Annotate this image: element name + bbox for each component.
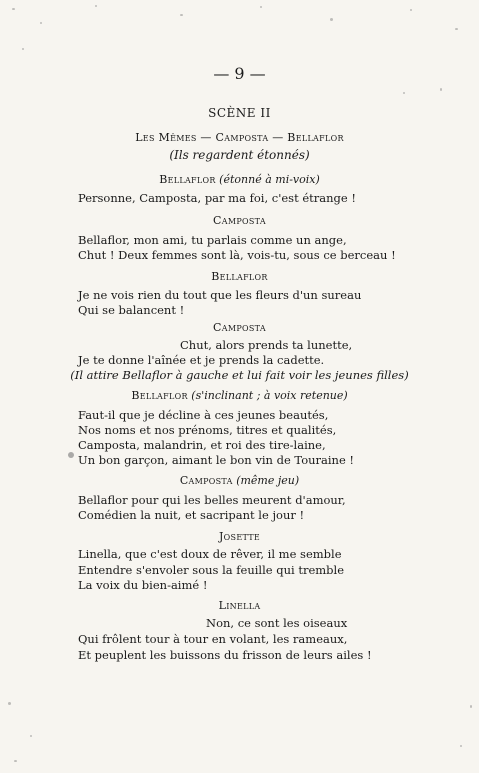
speaker-name: Bellaflor bbox=[159, 173, 216, 186]
speaker-name: Bellaflor bbox=[211, 270, 268, 283]
speaker-heading bbox=[0, 389, 479, 402]
speaker-name: Camposta bbox=[213, 214, 266, 227]
verse-line: Entendre s'envoler sous la feuille qui tremble bbox=[78, 563, 345, 577]
verse-line: Camposta, malandrin, et roi des tire-laine, bbox=[78, 438, 326, 452]
verse-line: Chut, alors prends ta lunette, bbox=[180, 338, 353, 352]
speaker-heading bbox=[0, 173, 479, 186]
stage-direction: (s'inclinant ; à voix retenue) bbox=[187, 389, 348, 402]
verse-line: Non, ce sont les oiseaux bbox=[206, 616, 348, 630]
verse-line: Je te donne l'aînée et je prends la cadette. bbox=[78, 353, 325, 367]
scene-title: SCÈNE II bbox=[208, 106, 271, 120]
cast-line: Les Mêmes — Camposta — Bellaflor bbox=[135, 131, 344, 144]
verse-line: Comédien la nuit, et sacripant le jour ! bbox=[78, 508, 305, 522]
verse-line: Qui frôlent tour à tour en volant, les rameaux, bbox=[78, 632, 348, 646]
speaker-heading bbox=[0, 474, 479, 487]
speaker-name: Linella bbox=[218, 599, 261, 612]
speaker-name: Josette bbox=[218, 530, 261, 543]
speaker-name: Camposta bbox=[179, 474, 233, 487]
page-number: — 9 — bbox=[213, 64, 266, 83]
verse-line: Linella, que c'est doux de rêver, il me semble bbox=[78, 547, 342, 561]
verse-line: Chut ! Deux femmes sont là, vois-tu, sous ce berceau ! bbox=[78, 248, 396, 262]
stage-direction: (Il attire Bellaflor à gauche et lui fait voir les jeunes filles) bbox=[70, 368, 409, 382]
verse-line: Faut-il que je décline à ces jeunes beautés, bbox=[78, 408, 329, 422]
cast-stage-direction: (Ils regardent étonnés) bbox=[169, 148, 310, 162]
verse-line: La voix du bien-aimé ! bbox=[78, 578, 208, 592]
verse-line: Je ne vois rien du tout que les fleurs d'un sureau bbox=[78, 288, 362, 302]
verse-line: Qui se balancent ! bbox=[78, 303, 185, 317]
stage-direction: (même jeu) bbox=[232, 474, 300, 487]
speaker-name: Camposta bbox=[213, 321, 266, 334]
verse-line: Personne, Camposta, par ma foi, c'est étrange ! bbox=[78, 191, 356, 205]
verse-line: Et peuplent les buissons du frisson de leurs ailes ! bbox=[78, 648, 372, 662]
speaker-name: Bellaflor bbox=[131, 389, 188, 402]
verse-line: Bellaflor pour qui les belles meurent d'amour, bbox=[78, 493, 346, 507]
stage-direction: (étonné à mi-voix) bbox=[215, 173, 320, 186]
verse-line: Un bon garçon, aimant le bon vin de Touraine ! bbox=[78, 453, 355, 467]
verse-line: Bellaflor, mon ami, tu parlais comme un ange, bbox=[78, 233, 347, 247]
verse-line: Nos noms et nos prénoms, titres et qualités, bbox=[78, 423, 337, 437]
